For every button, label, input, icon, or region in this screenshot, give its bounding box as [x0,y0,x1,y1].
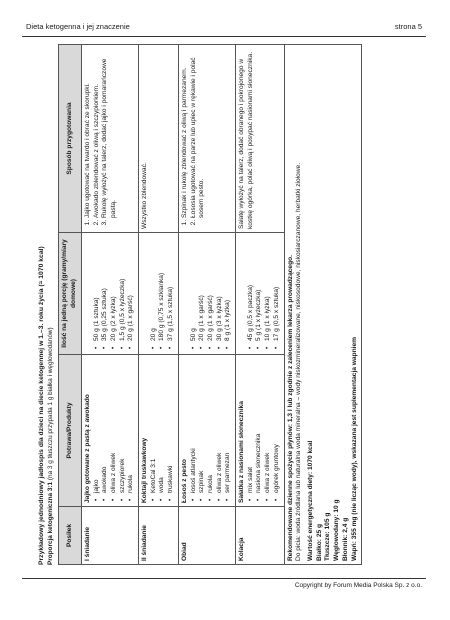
meal-name: Kolacja [236,507,285,565]
menu-title: Przykładowy jednodniowy jadłospis dla dzieci na diecie ketogennej w 1.–3. roku życia (≈ 1070 kcal) [38,246,45,565]
amount-item: • 180 g (0,75 x szklanka) [158,236,167,341]
amount-cell [236,233,285,355]
page-header [22,20,426,34]
proportion-line [47,45,55,565]
preparation-cell [178,45,235,233]
table-row [139,45,179,565]
product-item: • jajko [93,358,102,493]
amount-item: • 37 g (1,5 x sztuka) [167,236,176,341]
amount-item: • 50 g (1 sztuka) [93,236,102,341]
meal-name: Obiad [178,507,235,565]
col-header-preparation: Sposób przygotowania [59,45,81,233]
amount-item: • 30 g (3 x łyżka) [216,236,225,341]
preparation-cell [236,45,285,233]
product-item: • ogórek gruntowy [273,358,282,493]
product-item: • woda [158,358,167,493]
proportion-label: Proporcja ketogeniczna 3:1 [46,481,54,565]
document-title: Dieta ketogenna i jej znaczenie [26,22,130,31]
dish-name: Sałatka z nasionami słonecznika [238,401,246,503]
step-item: 1. Szpinak i rukolę zblendować z oliwą i parmezanem. [181,48,190,218]
product-item: • łosoś atlantycki [190,358,199,493]
step-item: Wszystko zblendować. [141,162,149,229]
rotated-content [38,45,408,565]
amount-item: • 20 g (1 x garść) [207,236,216,341]
calcium-value: Wapń: 355 mg (nie licząc wody), wskazana jest suplementacja wapniem [350,336,358,561]
liquid-note: Rekomendowane dzienne spożycie płynów: 1,3 l lub zgodnie z zaleceniem lekarza prowadzącego. [286,255,294,561]
amount-item: • 50 g [190,236,199,341]
liquid-detail: Do picia: woda źródlana lub naturalna woda mineralna – wody niskozmineralizowane, niskosodowe, niskosiarczanowe, herbatki ziołowe. [295,162,303,561]
table-row [236,45,285,565]
preparation-cell [139,45,179,233]
product-item: • mix sałat [247,358,256,493]
amount-item: • 5 g (1 x łyżeczka) [255,236,264,341]
amount-item: • 20 g (2 x łyżka) [110,236,119,341]
amount-item: • 20 g (1 x garść) [127,236,136,341]
amount-item: • 35 g (0,25 sztuka) [101,236,110,341]
product-item: • oliwa z oliwek [110,358,119,493]
menu-table [58,44,362,565]
step-item: Sałatę wyłożyć na talerz, dodać obranego i pokrojonego w kostkę ogórka, polać oliwą i posypać nasionami słonecznika. [238,51,254,229]
footer-rule [22,578,426,579]
col-header-amount: Ilość na jedną porcję (gramy/miary domowe) [59,233,81,355]
meal-name: I śniadanie [81,507,138,565]
dish-cell [236,355,285,507]
dish-cell [81,355,138,507]
product-item: • KetoCal 3:1 [150,358,159,493]
page-footer [22,578,426,589]
amount-item: • 8 g (1 x łyżka) [224,236,233,341]
amount-cell [139,233,179,355]
preparation-cell [81,45,138,233]
dish-cell [139,355,179,507]
step-item: 1. Jajko ugotować na twardo i obrać ze skorupki. [84,48,93,218]
summary-row [284,45,362,565]
product-item: • rukola [207,358,216,493]
col-header-dish: Potrawa/Produkty [59,355,81,507]
dish-name: Koktajl truskawkowy [141,437,149,503]
amount-item: • 17 g (0,5 x sztuka) [273,236,282,341]
fiber-value: Błonnik: 2,4 g [341,517,349,561]
amount-item: • 20 g (1 x garść) [198,236,207,341]
amount-item: • 1,5 g (0,5 x łyżeczka) [119,236,128,341]
product-item: • rukola [127,358,136,493]
product-item: • truskawki [167,358,176,493]
proportion-text: (na 3 g tłuszczu przypada 1 g białka i węglowodanów) [46,327,54,481]
product-item: • szczypiorek [119,358,128,493]
step-item: 3. Rukolę wyłożyć na talerz, dodać jajko i pomarańczowe pastą. [101,48,118,218]
step-item: 2. Łososia ugotować na parze lub upiec w rękawie i polać sosem pesto. [190,48,207,218]
copyright-text: Copyright by Forum Media Polska Sp. z o.o. [294,582,422,589]
product-item: • oliwa z oliwek [264,358,273,493]
step-item: 2. Awokado zblendować z oliwą i szczypiorkiem. [93,48,102,218]
carbs-value: Węglowodany: 10 g [333,499,341,561]
energy-value: Wartość energetyczna diety: 1070 kcal [307,440,314,561]
product-item: • szpinak [198,358,207,493]
dish-name: Łosoś z pesto [180,459,188,503]
product-item: • awokado [101,358,110,493]
fat-value: Tłuszcze: 105 g [324,512,332,561]
summary-cell [284,45,362,565]
table-row [178,45,235,565]
table-header-row [59,45,81,565]
dish-cell [178,355,235,507]
amount-item: • 45 g (0,5 x paczka) [247,236,256,341]
product-item: • nasiona słonecznika [255,358,264,493]
header-rule [22,36,426,37]
page-number: strona 5 [394,22,422,31]
protein-value: Białko: 25 g [315,523,323,561]
product-item: • ser parmezan [224,358,233,493]
amount-cell [81,233,138,355]
table-row [81,45,138,565]
product-item: • oliwa z oliwek [216,358,225,493]
amount-item: • 20 g [150,236,159,341]
amount-item: • 10 g (1 x łyżka) [264,236,273,341]
meal-name: II śniadanie [139,507,179,565]
dish-name: Jajko gotowane z pastą z awokado [83,394,91,503]
amount-cell [178,233,235,355]
col-header-meal: Posiłek [59,507,81,565]
